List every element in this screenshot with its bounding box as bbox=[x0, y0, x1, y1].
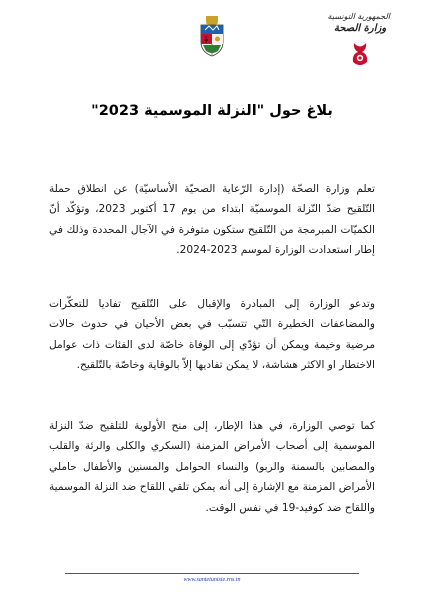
paragraph-2: وتدعو الوزارة إلى المبادرة والإقبال على التّلقيح تفاديا للتعكّرات والمضاعفات الخطيرة التّي تتسبّب في بعض الأحيان في حدوث حالات مرضية وخيمة ويمكن أن تؤدّي إلى الوفاة خاصّة لدى الفئات ذات عوامل الاختطار او الاكثر هشاشة، لا يمكن تفاديها إلاّ بالوقاية وخاصّة بالتّلقيح. bbox=[49, 297, 375, 372]
coat-of-arms-icon bbox=[198, 16, 226, 58]
paragraph-1: تعلم وزارة الصحّة (إدارة الرّعاية الصحيّة الأساسيّة) عن انطلاق حملة التّلقيح ضدّ النّزلة الموسميّة ابتداء من يوم 17 أكتوبر 2023، وتؤكّد أنّ الكميّات المبرمجة من التّلقيح ستكون متوفرة في الآجال المحددة وذلك في إطار استعدادت الوزارة لموسم 2023-2024. bbox=[49, 182, 375, 257]
page-title: بلاغ حول "النزلة الموسمية 2023" bbox=[91, 103, 333, 119]
ministry-header bbox=[327, 12, 390, 68]
ministry-name: وزارة الصحة bbox=[333, 23, 387, 34]
footer-divider bbox=[65, 573, 359, 574]
ministry-emblem-icon bbox=[348, 40, 372, 68]
footer-website-link[interactable]: www.santetunisie.rns.tn bbox=[183, 577, 241, 583]
paragraph-3: كما توصي الوزارة، في هذا الإطار، إلى منح الأولوية للتلقيح ضدّ النزلة الموسمية إلى أصحاب الأمراض المزمنة (السكري والكلى والرئة والقلب والمصابين بالسمنة والربو) والنساء الحوامل والمسنين والأطفال حاملي الأمراض المزمنة مع الإشارة إلى أنه يمكن تلقي اللقاح ضد النزلة الموسمية واللقاح ضد كوفيد-19 في نفس الوقت. bbox=[49, 419, 375, 514]
republic-label: الجمهورية التونسية bbox=[327, 12, 390, 21]
